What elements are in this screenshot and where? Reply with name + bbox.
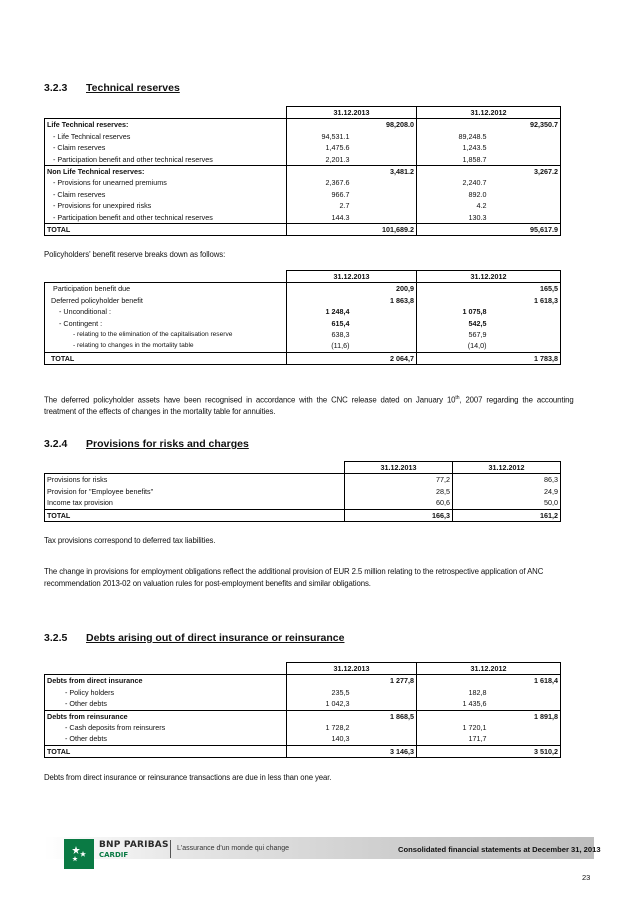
total-value: 1 783,8 — [489, 352, 561, 364]
technical-reserves-table — [44, 106, 561, 236]
cell: 1 891,8 — [489, 710, 561, 722]
col-header-2012: 31.12.2012 — [417, 107, 561, 119]
col-header-2013: 31.12.2013 — [287, 663, 417, 675]
cell — [287, 224, 352, 236]
cell — [287, 119, 352, 131]
paragraph-text: treatment of the effects of changes in the mortality table for annuities. — [44, 407, 276, 417]
cell: 235,5 — [331, 687, 350, 697]
cell — [489, 154, 561, 166]
cell: 1 720,1 — [462, 723, 487, 733]
total-value: 101,689.2 — [352, 224, 417, 236]
cell: 171,7 — [468, 734, 487, 744]
total-value: 2 064,7 — [352, 352, 417, 364]
cell — [352, 340, 417, 352]
row-label: - Participation benefit and other technical reserves — [45, 212, 287, 224]
paragraph-text: The deferred policyholder assets have been recognised in accordance with the CNC release dated on January 10 — [44, 395, 456, 405]
cell: 4.2 — [476, 201, 487, 211]
cell — [352, 733, 417, 745]
total-value: 166,3 — [345, 509, 453, 521]
cell: 567,9 — [468, 330, 487, 340]
cell: (14,0) — [467, 341, 487, 351]
cell — [287, 166, 352, 178]
cell: 165,5 — [489, 283, 561, 295]
section-title: Provisions for risks and charges — [86, 438, 249, 450]
row-label: Life Technical reserves: — [45, 119, 287, 131]
cell — [417, 710, 489, 722]
cell — [489, 142, 561, 153]
cell — [417, 166, 489, 178]
cell: 1 248,4 — [325, 307, 350, 317]
total-value: 95,617.9 — [489, 224, 561, 236]
cell: 1 277,8 — [352, 675, 417, 687]
cell: 24,9 — [453, 486, 561, 497]
cell — [352, 318, 417, 329]
cell: 92,350.7 — [489, 119, 561, 131]
cell — [352, 306, 417, 317]
cell — [352, 200, 417, 211]
section-number: 3.2.5 — [44, 632, 68, 644]
paragraph-text: , 2007 regarding the accounting — [459, 395, 574, 405]
paragraph-change — [44, 566, 604, 589]
row-label: Provision for "Employee benefits" — [45, 486, 345, 497]
cell: 130.3 — [468, 212, 487, 222]
brand-sub: CARDIF — [99, 851, 129, 859]
footer-caption: Consolidated financial statements at December 31, 2013 — [398, 845, 601, 854]
section-title: Debts arising out of direct insurance or reinsurance — [86, 632, 345, 644]
cell — [287, 295, 352, 306]
col-header-2012: 31.12.2012 — [453, 462, 561, 474]
cell — [489, 722, 561, 733]
cell — [287, 745, 352, 757]
row-label: - relating to the elimination of the capitalisation reserve — [45, 329, 287, 340]
cell — [489, 200, 561, 211]
cell: 182,8 — [468, 687, 487, 697]
cell: 94,531.1 — [321, 131, 350, 141]
row-label: Deferred policyholder benefit — [45, 295, 287, 306]
row-label: - Life Technical reserves — [45, 131, 287, 142]
cell — [287, 710, 352, 722]
section-number: 3.2.3 — [44, 82, 68, 94]
cell: 1 042,3 — [325, 699, 350, 709]
cell: 50,0 — [453, 497, 561, 509]
row-label: - relating to changes in the mortality table — [45, 340, 287, 352]
section-title: Technical reserves — [86, 82, 180, 94]
cell: 615,4 — [331, 318, 350, 328]
bnp-logo — [64, 839, 94, 869]
cell — [417, 295, 489, 306]
cell — [489, 340, 561, 352]
brand-tagline: L'assurance d'un monde qui change — [177, 845, 290, 852]
cell: 60,6 — [345, 497, 453, 509]
cell — [417, 675, 489, 687]
superscript: th — [455, 395, 460, 401]
col-header-2012: 31.12.2012 — [417, 663, 561, 675]
cell: 1 618,4 — [489, 675, 561, 687]
cell — [489, 306, 561, 317]
cell: 89,248.5 — [458, 131, 487, 141]
row-label: - Policy holders — [45, 687, 287, 698]
row-label: Debts from reinsurance — [45, 710, 287, 722]
paragraph: Tax provisions correspond to deferred tax liabilities. — [44, 536, 216, 545]
cell — [489, 177, 561, 188]
brand-name: BNP PARIBAS — [99, 840, 169, 850]
provisions-table — [44, 461, 561, 522]
cell: 1,243.5 — [462, 143, 487, 153]
cell — [287, 283, 352, 295]
row-label: - Contingent : — [45, 318, 287, 329]
cell: 144.3 — [331, 212, 350, 222]
cell — [352, 722, 417, 733]
cell — [417, 745, 489, 757]
cell: 2,240.7 — [462, 178, 487, 188]
paragraph: Policyholders' benefit reserve breaks down as follows: — [44, 250, 226, 259]
cell: 3,481.2 — [352, 166, 417, 178]
cell: 2,201.3 — [325, 154, 350, 164]
stars-icon — [64, 839, 94, 869]
paragraph-text: The change in provisions for employment obligations reflect the additional provision of EUR 2.5 million relating to the retrospective application of ANC — [44, 567, 544, 576]
row-label: - Other debts — [45, 698, 287, 710]
cell: 1 728,2 — [325, 723, 350, 733]
row-label: Debts from direct insurance — [45, 675, 287, 687]
total-value: 3 510,2 — [489, 745, 561, 757]
page-number: 23 — [582, 873, 591, 882]
cell: 98,208.0 — [352, 119, 417, 131]
row-label: - Claim reserves — [45, 189, 287, 200]
paragraph-deferred — [44, 393, 594, 418]
col-header-2013: 31.12.2013 — [287, 271, 417, 283]
col-header-2012: 31.12.2012 — [417, 271, 561, 283]
cell — [417, 224, 489, 236]
cell — [489, 212, 561, 224]
cell — [489, 329, 561, 340]
row-label: - Cash deposits from reinsurers — [45, 722, 287, 733]
cell: 28,5 — [345, 486, 453, 497]
total-value: 161,2 — [453, 509, 561, 521]
section-number: 3.2.4 — [44, 438, 68, 450]
col-header-2013: 31.12.2013 — [345, 462, 453, 474]
cell: 1 618,3 — [489, 295, 561, 306]
footer-divider — [170, 840, 171, 858]
col-header-2013: 31.12.2013 — [287, 107, 417, 119]
cell — [417, 283, 489, 295]
cell — [489, 189, 561, 200]
paragraph-text: recommendation 2013-02 on valuation rules for post-employment benefits and similar obligations. — [44, 578, 371, 588]
row-label: - Provisions for unearned premiums — [45, 177, 287, 188]
debts-table — [44, 662, 561, 758]
cell — [352, 212, 417, 224]
cell — [489, 131, 561, 142]
cell — [352, 177, 417, 188]
row-label: Income tax provision — [45, 497, 345, 509]
cell — [417, 119, 489, 131]
cell: (11,6) — [331, 341, 350, 351]
paragraph: Debts from direct insurance or reinsurance transactions are due in less than one year. — [44, 773, 332, 782]
cell: 1 863,8 — [352, 295, 417, 306]
cell: 200,9 — [352, 283, 417, 295]
cell: 3,267.2 — [489, 166, 561, 178]
cell — [417, 352, 489, 364]
row-label: - Unconditional : — [45, 306, 287, 317]
cell: 638,3 — [331, 330, 350, 340]
cell: 1,475.6 — [325, 143, 350, 153]
cell: 2.7 — [339, 201, 350, 211]
cell — [489, 687, 561, 698]
cell — [352, 189, 417, 200]
cell: 892.0 — [468, 189, 487, 199]
cell — [287, 675, 352, 687]
cell — [352, 154, 417, 166]
cell: 966.7 — [331, 189, 350, 199]
policyholder-reserve-table — [44, 270, 561, 365]
cell: 1 868,5 — [352, 710, 417, 722]
cell — [352, 687, 417, 698]
cell — [352, 131, 417, 142]
row-label: Participation benefit due — [45, 283, 287, 295]
cell: 86,3 — [453, 474, 561, 486]
cell — [489, 733, 561, 745]
cell — [287, 352, 352, 364]
cell: 140,3 — [331, 734, 350, 744]
row-label: Non Life Technical reserves: — [45, 166, 287, 178]
total-label: TOTAL — [45, 509, 345, 521]
cell: 542,5 — [468, 318, 487, 328]
cell — [352, 698, 417, 710]
cell — [489, 318, 561, 329]
total-label: TOTAL — [45, 352, 287, 364]
row-label: - Participation benefit and other technical reserves — [45, 154, 287, 166]
total-value: 3 146,3 — [352, 745, 417, 757]
cell: 1 435,6 — [462, 699, 487, 709]
cell: 77,2 — [345, 474, 453, 486]
total-label: TOTAL — [45, 745, 287, 757]
cell — [352, 329, 417, 340]
row-label: - Other debts — [45, 733, 287, 745]
row-label: - Claim reserves — [45, 142, 287, 153]
cell: 2,367.6 — [325, 178, 350, 188]
row-label: Provisions for risks — [45, 474, 345, 486]
row-label: - Provisions for unexpired risks — [45, 200, 287, 211]
cell — [489, 698, 561, 710]
total-label: TOTAL — [45, 224, 287, 236]
cell: 1 075,8 — [462, 307, 487, 317]
cell: 1,858.7 — [462, 154, 487, 164]
cell — [352, 142, 417, 153]
